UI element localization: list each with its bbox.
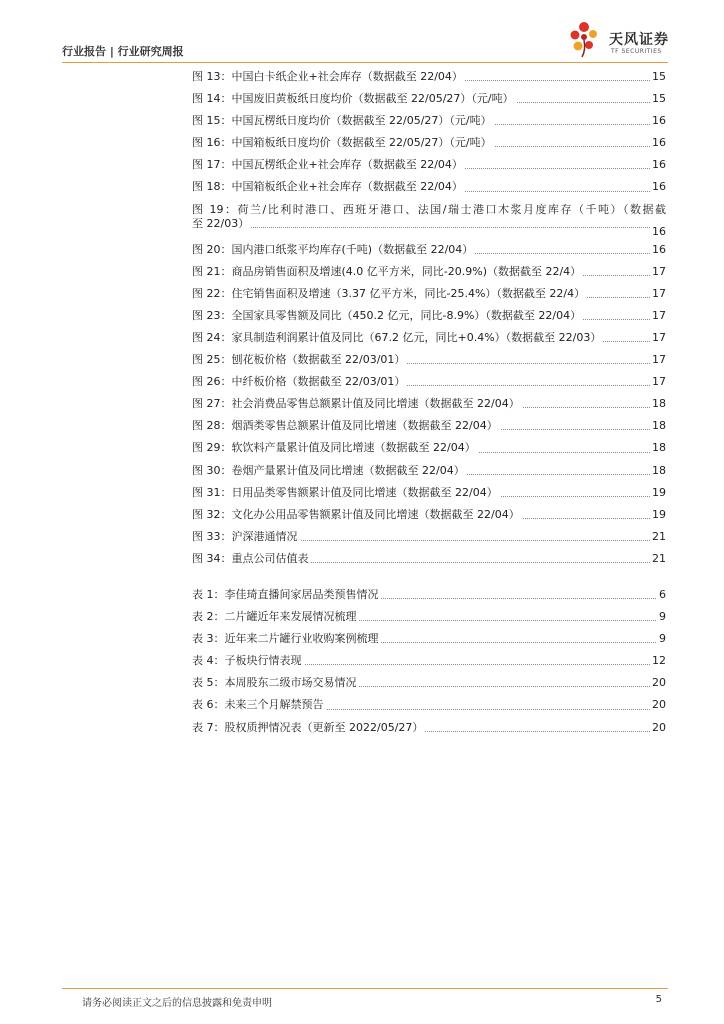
toc-entry[interactable] xyxy=(192,349,666,371)
toc-entry-label: 图 20：国内港口纸浆平均库存(千吨)（数据截至 22/04） xyxy=(192,242,474,256)
toc-entry-label: 图 30：卷烟产量累计值及同比增速（数据截至 22/04） xyxy=(192,463,465,477)
toc-page-number: 9 xyxy=(657,606,666,628)
toc-page-number: 17 xyxy=(650,305,666,327)
toc-page-number: 15 xyxy=(650,88,666,110)
toc-entry-label: 图 14：中国废旧黄板纸日度均价（数据截至 22/05/27）（元/吨） xyxy=(192,92,514,106)
toc-entry-label: 表 4：子板块行情表现 xyxy=(192,654,302,668)
toc-entry[interactable] xyxy=(192,504,666,526)
toc-entry-label: 图 32：文化办公用品零售额累计值及同比增速（数据截至 22/04） xyxy=(192,507,520,521)
toc-entry[interactable] xyxy=(192,460,666,482)
toc-page-number: 9 xyxy=(657,628,666,650)
toc-entry[interactable] xyxy=(192,327,666,349)
toc-page-number: 17 xyxy=(650,371,666,393)
toc-page-number: 12 xyxy=(650,650,666,672)
toc-entry[interactable] xyxy=(192,239,666,261)
toc-page-number: 18 xyxy=(650,393,666,415)
footer-divider xyxy=(62,988,668,989)
toc-entry[interactable] xyxy=(192,261,666,283)
toc-entry-label: 图 17：中国瓦楞纸企业+社会库存（数据截至 22/04） xyxy=(192,158,463,172)
toc-page-number: 19 xyxy=(650,504,666,526)
toc-entry-label: 图 13：中国白卡纸企业+社会库存（数据截至 22/04） xyxy=(192,70,463,83)
toc-page-number: 17 xyxy=(650,283,666,305)
toc-entry[interactable] xyxy=(192,371,666,393)
toc-entry-label: 图 23：全国家具零售额及同比（450.2 亿元，同比-8.9%）（数据截至 22/04） xyxy=(192,308,582,322)
toc-page-number: 16 xyxy=(650,176,666,198)
toc-entry[interactable] xyxy=(192,415,666,437)
brand-name-cn: 天风证券 xyxy=(609,32,669,48)
toc-entry-label: 表 6：未来三个月解禁预告 xyxy=(192,698,324,712)
flower-logo-icon xyxy=(566,18,606,58)
toc-page-number: 20 xyxy=(650,694,666,716)
toc-page-number: 17 xyxy=(650,349,666,371)
toc-entry[interactable] xyxy=(192,283,666,305)
toc-entry[interactable] xyxy=(192,584,666,606)
toc-page-number: 16 xyxy=(650,239,666,261)
toc-entry-label: 图 16：中国箱板纸日度均价（数据截至 22/05/27）（元/吨） xyxy=(192,136,492,150)
toc-page-number: 16 xyxy=(650,110,666,132)
brand-name-en: TF SECURITIES xyxy=(611,48,662,55)
footer-disclaimer: 请务必阅读正文之后的信息披露和免责申明 xyxy=(82,998,272,1009)
toc-page-number: 15 xyxy=(650,66,666,88)
toc-entry[interactable] xyxy=(192,650,666,672)
toc-page-number: 16 xyxy=(652,224,666,238)
toc-entry[interactable] xyxy=(192,548,666,570)
toc-entry[interactable] xyxy=(192,88,666,110)
toc-entry-label: 表 5：本周股东二级市场交易情况 xyxy=(192,676,357,690)
toc-page-number: 17 xyxy=(650,261,666,283)
toc-entry-label: 图 21：商品房销售面积及增速(4.0 亿平方米，同比-20.9%)（数据截至 22/4） xyxy=(192,264,582,278)
toc-page-number: 21 xyxy=(650,526,666,548)
toc-entry[interactable] xyxy=(192,694,666,716)
toc-entry[interactable] xyxy=(192,110,666,132)
table-of-contents xyxy=(192,66,666,739)
toc-entry-label: 图 28：烟酒类零售总额累计值及同比增速（数据截至 22/04） xyxy=(192,419,498,433)
toc-entry[interactable] xyxy=(192,132,666,154)
toc-page-number: 20 xyxy=(650,717,666,739)
toc-entry-label: 表 2：二片罐近年来发展情况梳理 xyxy=(192,610,357,624)
toc-entry[interactable] xyxy=(192,606,666,628)
toc-entry-label: 图 31：日用品类零售额累计值及同比增速（数据截至 22/04） xyxy=(192,485,498,499)
toc-page-number: 18 xyxy=(650,460,666,482)
toc-page-number: 21 xyxy=(650,548,666,570)
toc-entry-label: 表 1：李佳琦直播间家居品类预售情况 xyxy=(192,587,379,601)
toc-entry-label: 表 7：股权质押情况表（更新至 2022/05/27） xyxy=(192,720,424,734)
toc-entry-label: 图 26：中纤板价格（数据截至 22/03/01） xyxy=(192,375,406,389)
toc-page-number: 16 xyxy=(650,154,666,176)
toc-entry-label: 图 25：刨花板价格（数据截至 22/03/01） xyxy=(192,353,406,367)
toc-page-number: 18 xyxy=(650,415,666,437)
toc-entry-label: 图 24：家具制造利润累计值及同比（67.2 亿元，同比+0.4%）（数据截至 22/03） xyxy=(192,330,602,344)
toc-entry[interactable] xyxy=(192,526,666,548)
toc-entry[interactable] xyxy=(192,672,666,694)
toc-entry-label: 图 29：软饮料产量累计值及同比增速（数据截至 22/04） xyxy=(192,441,476,455)
toc-entry[interactable] xyxy=(192,66,666,88)
toc-entry-label: 图 22：住宅销售面积及增速（3.37 亿平方米，同比-25.4%）（数据截至 22/4） xyxy=(192,286,586,300)
toc-entry[interactable] xyxy=(192,628,666,650)
report-category: 行业报告 | 行业研究周报 xyxy=(62,45,184,58)
toc-entry[interactable] xyxy=(192,176,666,198)
toc-entry-label: 图 15：中国瓦楞纸日度均价（数据截至 22/05/27）（元/吨） xyxy=(192,114,492,128)
toc-entry[interactable] xyxy=(192,482,666,504)
page-number: 5 xyxy=(655,994,662,1005)
toc-entry-label: 图 18：中国箱板纸企业+社会库存（数据截至 22/04） xyxy=(192,180,463,194)
toc-entry-label: 图 33：沪深港通情况 xyxy=(192,529,298,543)
toc-page-number: 16 xyxy=(650,132,666,154)
toc-page-number: 17 xyxy=(650,327,666,349)
toc-page-number: 20 xyxy=(650,672,666,694)
toc-entry[interactable] xyxy=(192,393,666,415)
toc-entry-label: 表 3：近年来二片罐行业收购案例梳理 xyxy=(192,632,379,646)
toc-page-number: 6 xyxy=(657,584,666,606)
toc-page-number: 18 xyxy=(650,437,666,459)
tf-securities-logo xyxy=(566,18,676,62)
toc-entry-label: 图 27：社会消费品零售总额累计值及同比增速（数据截至 22/04） xyxy=(192,397,520,411)
toc-entry-label-cont: 至 22/03） xyxy=(192,216,250,230)
toc-entry[interactable] xyxy=(192,199,666,239)
toc-entry-label: 图 34：重点公司估值表 xyxy=(192,551,309,565)
toc-entry[interactable] xyxy=(192,305,666,327)
toc-entry-label: 图 19：荷兰/比利时港口、西班牙港口、法国/瑞士港口木浆月度库存（千吨）（数据截 xyxy=(192,202,666,216)
toc-entry[interactable] xyxy=(192,437,666,459)
dot-leader xyxy=(192,227,666,228)
toc-entry[interactable] xyxy=(192,154,666,176)
toc-page-number: 19 xyxy=(650,482,666,504)
toc-entry[interactable] xyxy=(192,717,666,739)
header-divider xyxy=(62,62,668,63)
